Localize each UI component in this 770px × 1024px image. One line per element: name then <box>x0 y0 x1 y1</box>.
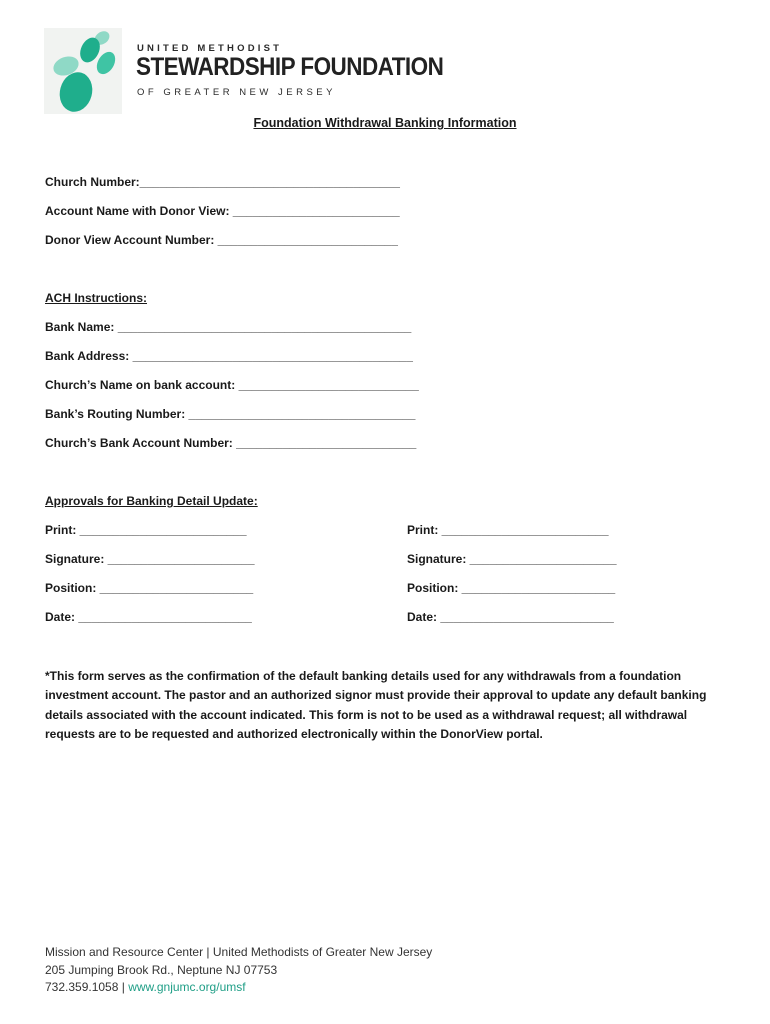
org-name-line3: OF GREATER NEW JERSEY <box>137 87 336 98</box>
routing-number-field[interactable]: Bank’s Routing Number: __________________________________ <box>45 407 416 421</box>
donor-view-account-field[interactable]: Donor View Account Number: ___________________________ <box>45 233 398 247</box>
approver2-date-field[interactable]: Date: __________________________ <box>407 610 614 624</box>
approver1-signature-field[interactable]: Signature: ______________________ <box>45 552 255 566</box>
page-title: Foundation Withdrawal Banking Information <box>253 116 517 130</box>
org-name-line1: UNITED METHODIST <box>137 43 283 54</box>
leaf-icon <box>44 28 122 114</box>
approver2-signature-field[interactable]: Signature: ______________________ <box>407 552 617 566</box>
footer-org-line: Mission and Resource Center | United Methodists of Greater New Jersey <box>45 945 433 959</box>
approver2-position-field[interactable]: Position: _______________________ <box>407 581 616 595</box>
bank-address-field[interactable]: Bank Address: __________________________________________ <box>45 349 413 363</box>
footer-contact-line <box>45 979 432 997</box>
footer-phone: 732.359.1058 <box>45 980 119 994</box>
church-number-field[interactable]: Church Number:_______________________________________ <box>45 175 400 189</box>
bank-account-number-field[interactable]: Church’s Bank Account Number: ___________________________ <box>45 436 417 450</box>
foundation-logo <box>44 28 122 114</box>
form-disclaimer-note: *This form serves as the confirmation of the default banking details used for any withdrawals from a foundation investment account. The pastor and an authorized signor must provide their approval to update any default banking details associated with the account indicated. This form is not to be used as a withdrawal request; all withdrawal requests are to be requested and authorized electronically within the DonorView portal. <box>45 669 707 741</box>
church-name-on-account-field[interactable]: Church’s Name on bank account: ___________________________ <box>45 378 419 392</box>
approver1-date-field[interactable]: Date: __________________________ <box>45 610 252 624</box>
org-name-line2: STEWARDSHIP FOUNDATION <box>136 53 444 81</box>
approver2-print-field[interactable]: Print: _________________________ <box>407 523 609 537</box>
footer-address-line: 205 Jumping Brook Rd., Neptune NJ 07753 <box>45 962 278 977</box>
ach-heading: ACH Instructions: <box>45 291 147 305</box>
footer-website-link[interactable]: www.gnjumc.org/umsf <box>128 980 246 994</box>
approvals-heading: Approvals for Banking Detail Update: <box>45 494 258 508</box>
footer <box>45 944 432 997</box>
account-name-field[interactable]: Account Name with Donor View: _________________________ <box>45 204 400 218</box>
approver1-print-field[interactable]: Print: _________________________ <box>45 523 247 537</box>
bank-name-field[interactable]: Bank Name: ____________________________________________ <box>45 320 412 334</box>
approver1-position-field[interactable]: Position: _______________________ <box>45 581 254 595</box>
footer-separator: | <box>118 980 129 994</box>
